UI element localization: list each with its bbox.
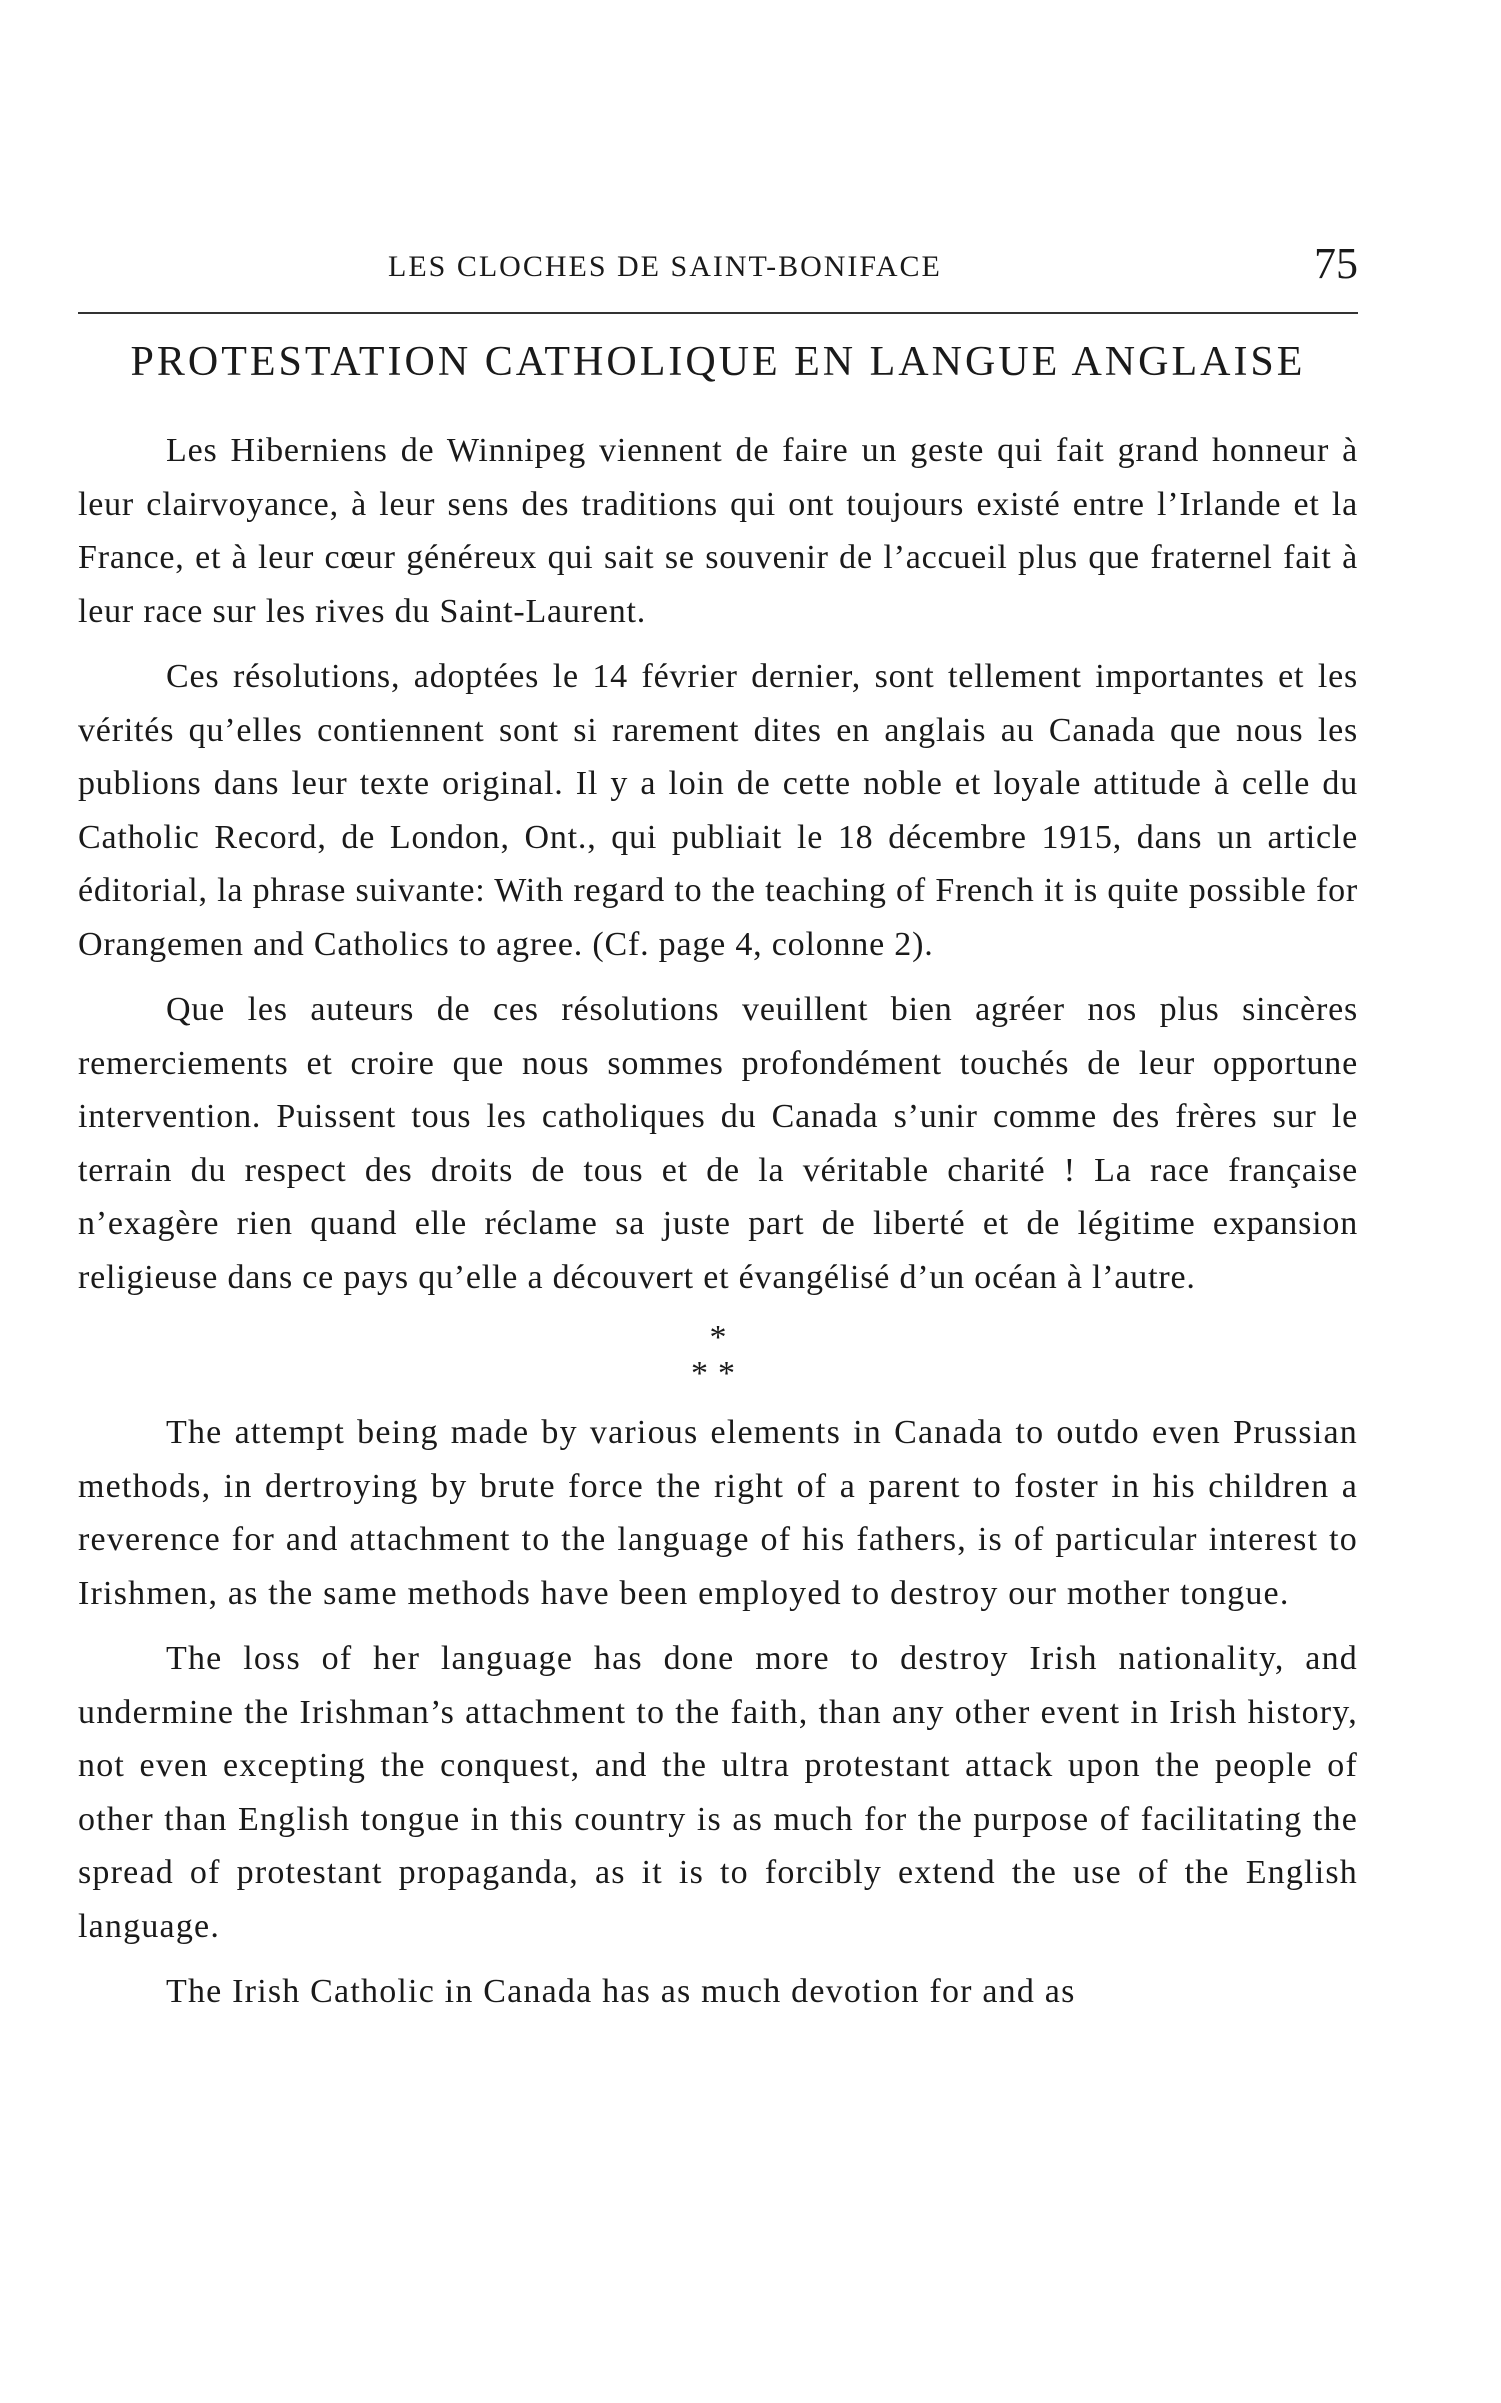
asterism-top: * <box>709 1319 727 1356</box>
section-title: PROTESTATION CATHOLIQUE EN LANGUE ANGLAISE <box>130 339 1306 385</box>
book-page <box>78 0 1358 2403</box>
asterism-bottom: ** <box>691 1355 745 1392</box>
running-title: LES CLOCHES DE SAINT-BONIFACE <box>388 250 942 283</box>
asterism <box>78 1320 1358 1392</box>
paragraph: The loss of her language has done more to destroy Irish nationality, and undermine the Irishman’s attachment to the faith, than any other event in Irish history, not even excepting the conquest, and the ultra protestant attack upon the people of other than English tongue in this country is as much for the purpose of facilitating the spread of protestant propaganda, as it is to forcibly extend the use of the English language. <box>78 1640 1358 1945</box>
paragraph: The attempt being made by various elements in Canada to outdo even Prussian methods, in dertroying by brute force the right of a parent to foster in his children a reverence for and attachment to the language of his fathers, is of particular interest to Irishmen, as the same methods have been employed to destroy our mother tongue. <box>78 1414 1358 1612</box>
paragraph: Que les auteurs de ces résolutions veuillent bien agréer nos plus sincères remerciements et croire que nous sommes profondément touchés de leur opportune intervention. Puissent tous les catholiques du Canada s’unir comme des frères sur le terrain du respect des droits de tous et de la véritable charité ! La race française n’exagère rien quand elle réclame sa juste part de liberté et de légitime expansion religieuse dans ce pays qu’elle a découvert et évangélisé d’un océan à l’autre. <box>78 991 1358 1296</box>
running-head <box>78 238 1358 298</box>
header-rule <box>78 312 1358 314</box>
body-text <box>78 424 1358 2031</box>
page-number: 75 <box>1314 239 1358 288</box>
paragraph: The Irish Catholic in Canada has as much devotion for and as <box>166 1973 1076 2010</box>
paragraph: Ces résolutions, adoptées le 14 février dernier, sont tellement importantes et les vérités qu’elles contiennent sont si rarement dites en anglais au Canada que nous les publions dans leur texte original. Il y a loin de cette noble et loyale attitude à celle du Catholic Record, de London, Ont., qui publiait le 18 décembre 1915, dans un article éditorial, la phrase suivante: With regard to the teaching of French it is quite possible for Orangemen and Catholics to agree. (Cf. page 4, colonne 2). <box>78 658 1358 963</box>
paragraph: Les Hiberniens de Winnipeg viennent de faire un geste qui fait grand honneur à leur clairvoyance, à leur sens des traditions qui ont toujours existé entre l’Irlande et la France, et à leur cœur généreux qui sait se souvenir de l’accueil plus que fraternel fait à leur race sur les rives du Saint-Laurent. <box>78 432 1358 630</box>
